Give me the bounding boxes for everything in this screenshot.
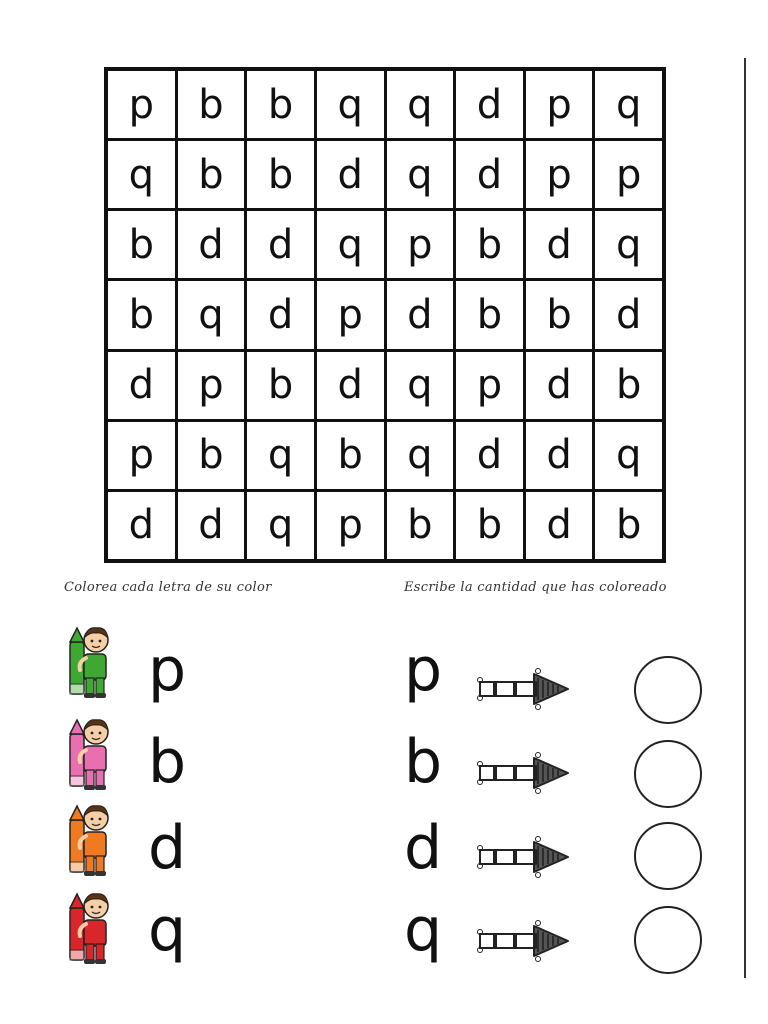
grid-cell[interactable]: b xyxy=(178,71,245,138)
grid-cell[interactable]: p xyxy=(595,141,662,208)
grid-cell[interactable]: d xyxy=(317,352,384,419)
letter-grid xyxy=(104,67,666,563)
arrow-right-icon xyxy=(474,832,574,882)
kid-crayon-icon-q xyxy=(64,886,120,966)
legend-letter-d: d xyxy=(148,813,187,883)
grid-cell[interactable]: q xyxy=(387,141,454,208)
grid-cell[interactable]: d xyxy=(456,422,523,489)
grid-cell[interactable]: b xyxy=(178,141,245,208)
grid-cell[interactable]: b xyxy=(456,281,523,348)
grid-cell[interactable]: b xyxy=(456,211,523,278)
grid-cell[interactable]: d xyxy=(456,71,523,138)
grid-cell[interactable]: d xyxy=(317,141,384,208)
count-circle-q[interactable] xyxy=(634,906,702,974)
grid-cell[interactable]: b xyxy=(247,352,314,419)
grid-cell[interactable]: d xyxy=(595,281,662,348)
count-letter-d: d xyxy=(404,813,443,883)
grid-cell[interactable]: b xyxy=(178,422,245,489)
instruction-count: Escribe la cantidad que has coloreado xyxy=(404,580,667,595)
count-letter-p: p xyxy=(404,635,443,705)
grid-cell[interactable]: q xyxy=(595,211,662,278)
page-edge-line xyxy=(744,58,746,978)
grid-cell[interactable]: q xyxy=(387,422,454,489)
grid-cell[interactable]: p xyxy=(108,422,175,489)
arrow-right-icon xyxy=(474,748,574,798)
arrow-right-icon xyxy=(474,916,574,966)
grid-cell[interactable]: d xyxy=(108,492,175,559)
count-circle-p[interactable] xyxy=(634,656,702,724)
grid-cell[interactable]: p xyxy=(456,352,523,419)
grid-cell[interactable]: d xyxy=(387,281,454,348)
grid-cell[interactable]: q xyxy=(317,71,384,138)
grid-cell[interactable]: b xyxy=(595,352,662,419)
grid-cell[interactable]: d xyxy=(456,141,523,208)
grid-cell[interactable]: b xyxy=(108,281,175,348)
grid-cell[interactable]: q xyxy=(387,352,454,419)
grid-cell[interactable]: b xyxy=(387,492,454,559)
count-letter-b: b xyxy=(404,727,443,797)
grid-cell[interactable]: p xyxy=(387,211,454,278)
grid-cell[interactable]: d xyxy=(526,352,593,419)
kid-crayon-icon-p xyxy=(64,620,120,700)
grid-cell[interactable]: p xyxy=(317,492,384,559)
arrow-right-icon xyxy=(474,664,574,714)
grid-cell[interactable]: p xyxy=(526,141,593,208)
count-circle-b[interactable] xyxy=(634,740,702,808)
grid-cell[interactable]: q xyxy=(317,211,384,278)
grid-cell[interactable]: b xyxy=(595,492,662,559)
grid-cell[interactable]: d xyxy=(247,211,314,278)
grid-cell[interactable]: d xyxy=(526,492,593,559)
grid-cell[interactable]: b xyxy=(108,211,175,278)
kid-crayon-icon-b xyxy=(64,712,120,792)
instruction-color: Colorea cada letra de su color xyxy=(64,580,272,595)
grid-cell[interactable]: d xyxy=(178,492,245,559)
grid-cell[interactable]: q xyxy=(178,281,245,348)
grid-cell[interactable]: q xyxy=(595,71,662,138)
kid-crayon-icon-d xyxy=(64,798,120,878)
grid-cell[interactable]: q xyxy=(108,141,175,208)
grid-cell[interactable]: b xyxy=(526,281,593,348)
grid-cell[interactable]: p xyxy=(317,281,384,348)
grid-cell[interactable]: q xyxy=(595,422,662,489)
grid-cell[interactable]: q xyxy=(247,422,314,489)
grid-cell[interactable]: d xyxy=(526,211,593,278)
count-circle-d[interactable] xyxy=(634,822,702,890)
grid-cell[interactable]: q xyxy=(247,492,314,559)
legend-letter-b: b xyxy=(148,727,187,797)
grid-cell[interactable]: b xyxy=(317,422,384,489)
grid-cell[interactable]: b xyxy=(247,71,314,138)
count-letter-q: q xyxy=(404,895,443,965)
grid-cell[interactable]: b xyxy=(247,141,314,208)
grid-cell[interactable]: d xyxy=(247,281,314,348)
grid-cell[interactable]: d xyxy=(178,211,245,278)
grid-cell[interactable]: p xyxy=(108,71,175,138)
grid-cell[interactable]: d xyxy=(108,352,175,419)
grid-cell[interactable]: q xyxy=(387,71,454,138)
grid-cell[interactable]: p xyxy=(178,352,245,419)
grid-cell[interactable]: d xyxy=(526,422,593,489)
legend-letter-q: q xyxy=(148,895,187,965)
grid-cell[interactable]: p xyxy=(526,71,593,138)
grid-cell[interactable]: b xyxy=(456,492,523,559)
legend-letter-p: p xyxy=(148,635,187,705)
